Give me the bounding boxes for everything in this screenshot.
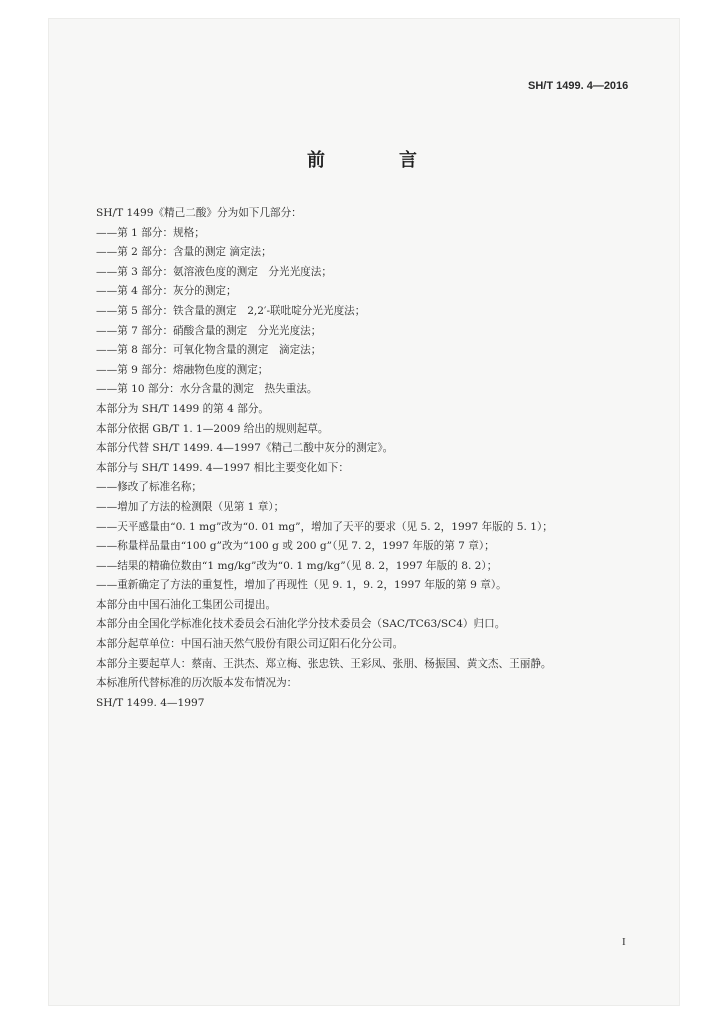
body-line: 本部分由全国化学标准化技术委员会石油化学分技术委员会（SAC/TC63/SC4）归口。 (96, 618, 506, 631)
body-line: 本部分由中国石油化工集团公司提出。 (96, 598, 277, 611)
page-title: 前 言 (307, 150, 445, 171)
body-line: ——修改了标准名称； (96, 481, 202, 494)
body-line: 本标准所代替标准的历次版本发布情况为： (96, 677, 298, 690)
body-line: ——第 3 部分：氨溶液色度的测定 分光光度法； (96, 265, 332, 278)
body-line: 本部分为 SH/T 1499 的第 4 部分。 (96, 402, 270, 415)
body-line: ——称量样品量由“100 g”改为“100 g 或 200 g”（见 7. 2，1997 年版的第 7 章）； (96, 540, 495, 553)
page-number: I (622, 936, 626, 948)
body-line: ——第 1 部分：规格； (96, 226, 205, 239)
body-line: ——第 10 部分：水分含量的测定 热失重法。 (96, 383, 318, 396)
body-line: ——第 2 部分：含量的测定 滴定法； (96, 246, 272, 259)
body-line: 本部分与 SH/T 1499. 4—1997 相比主要变化如下： (96, 461, 349, 474)
body-line: ——增加了方法的检测限（见第 1 章）； (96, 500, 285, 513)
body-line: ——第 5 部分：铁含量的测定 2,2′-联吡啶分光光度法； (96, 304, 366, 317)
body-line: ——结果的精确位数由“1 mg/kg”改为“0. 1 mg/kg”（见 8. 2，1997 年版的 8. 2）； (96, 559, 498, 572)
body-line: 本部分依据 GB/T 1. 1—2009 给出的规则起草。 (96, 422, 329, 435)
body-line: SH/T 1499. 4—1997 (96, 696, 205, 709)
body-line: ——第 4 部分：灰分的测定； (96, 285, 237, 298)
body-line: ——第 7 部分：硝酸含量的测定 分光光度法； (96, 324, 322, 337)
body-line: ——重新确定了方法的重复性，增加了再现性（见 9. 1，9. 2，1997 年版的第 9 章）。 (96, 579, 507, 592)
body-line: ——第 8 部分：可氧化物含量的测定 滴定法； (96, 344, 322, 357)
body-line: ——天平感量由“0. 1 mg”改为“0. 01 mg”，增加了天平的要求（见 5. 2，1997 年版的 5. 1）； (96, 520, 553, 533)
body-line: 本部分主要起草人：蔡南、王洪杰、郑立梅、张忠铁、王彩凤、张朋、杨振国、黄文杰、王丽静。 (96, 657, 552, 670)
standard-code: SH/T 1499. 4—2016 (528, 80, 629, 92)
body-line: 本部分起草单位：中国石油天然气股份有限公司辽阳石化分公司。 (96, 638, 404, 651)
body-line: 本部分代替 SH/T 1499. 4—1997《精己二酸中灰分的测定》。 (96, 442, 394, 455)
body-line: SH/T 1499《精己二酸》分为如下几部分： (96, 207, 302, 219)
foreword-body (96, 204, 666, 713)
body-line: ——第 9 部分：熔融物色度的测定； (96, 363, 269, 376)
